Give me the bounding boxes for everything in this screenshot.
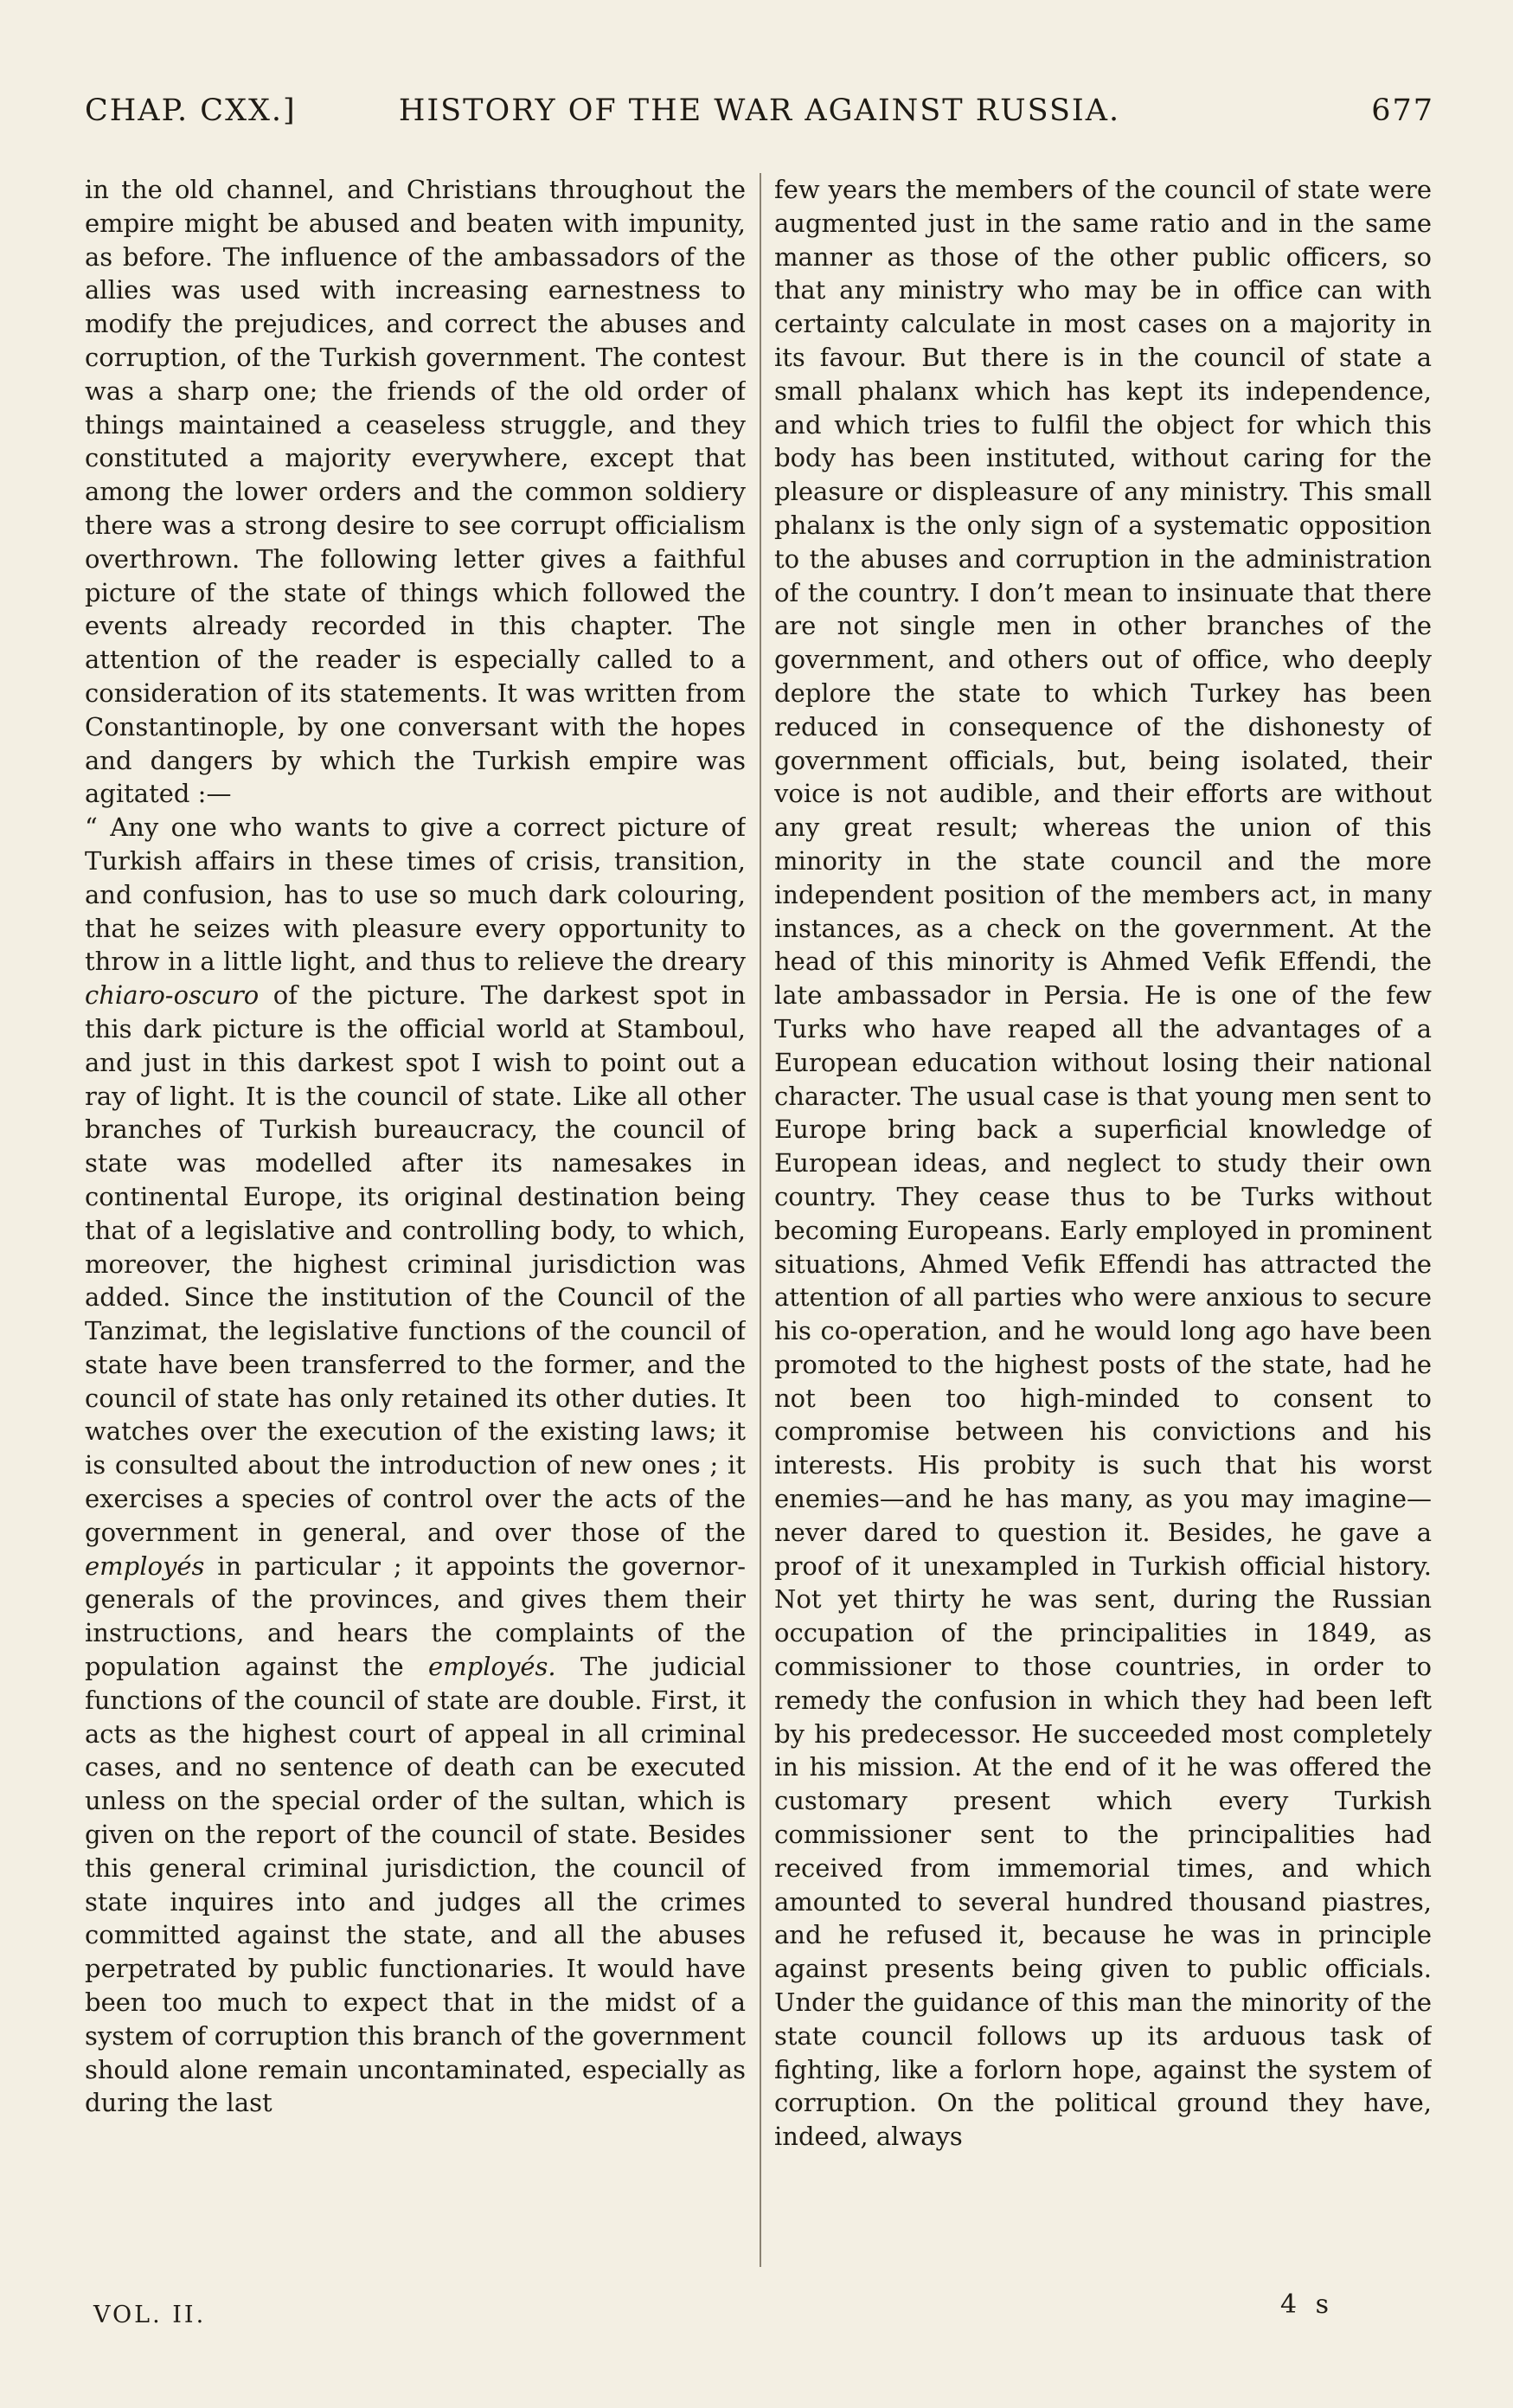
left-paragraph-intro: in the old channel, and Christians throughout the empire might be abused and beaten with impunity, as before. The influence of the ambassadors of the allies was used with increasing earnestness to modify the prejudices, and correct the abuses and corruption, of the Turkish government. The contest was a sharp one; the friends of the old order of things maintained a ceaseless struggle, and they constituted a majority everywhere, except that among the lower orders and the common soldiery there was a strong desire to see corrupt officialism overthrown. The following letter gives a faithful picture of the state of things which followed the events already recorded in this chapter. The attention of the reader is especially called to a consideration of its statements. It was written from Constantinople, by one conversant with the hopes and dangers by which the Turkish empire was agitated :— [85,175,746,809]
letter-text-a: “ Any one who wants to give a correct picture of Turkish affairs in these times of crisis, transition, and confusion, has to use so much dark colouring, that he seizes with pleasure every opportunity to throw in a little light, and thus to relieve the dreary [85,812,746,977]
letter-italic-employes: employés [85,1551,205,1581]
page-number: 677 [1371,93,1434,128]
letter-text-d: The judicial functions of the council of state are double. First, it acts as the highest court of appeal in all criminal cases, and no sentence of death can be executed unless on the special order of the sultan, which is given on the report of the council of state. Besides this general criminal jurisdiction, the council of state inquires into and judges all the crimes committed against the state, and all the abuses perpetrated by public functionaries. It would have been too much to expect that in the midst of a system of corruption this branch of the government should alone remain uncontaminated, especially as during the last [85,1652,746,2118]
letter-text-c: in particular ; it appoints the governor-generals of the provinces, and gives them their instructions, and hears the complaints of the population against the [85,1551,746,1682]
right-column [774,173,1432,2289]
chapter-label: CHAP. CXX.] [85,93,297,128]
left-column [85,173,746,2289]
running-header [85,93,1434,145]
column-divider [760,173,761,2267]
letter-italic-employes-2: employés. [427,1652,556,1682]
right-paragraph: few years the members of the council of state were augmented just in the same ratio and in the same manner as those of the other public officers, so that any ministry who may be in office can with certainty calculate in most cases on a majority in its favour. But there is in the council of state a small phalanx which has kept its independence, and which tries to fulfil the object for which this body has been instituted, without caring for the pleasure or displeasure of any ministry. This small phalanx is the only sign of a systematic opposition to the abuses and corruption in the administration of the country. I don’t mean to insinuate that there are not single men in other branches of the government, and others out of office, who deeply deplore the state to which Turkey has been reduced in consequence of the dishonesty of government officials, but, being isolated, their voice is not audible, and their efforts are without any great result; whereas the union of this minority in the state council and the more independent position of the members act, in many instances, as a check on the government. At the head of this minority is Ahmed Vefik Effendi, the late ambassador in Persia. He is one of the few Turks who have reaped all the advantages of a European education without losing their national character. The usual case is that young men sent to Europe bring back a superficial knowledge of European ideas, and neglect to study their own country. They cease thus to be Turks without becoming Europeans. Early employed in prominent situations, Ahmed Vefik Effendi has attracted the attention of all parties who were anxious to secure his co-operation, and he would long ago have been promoted to the highest posts of the state, had he not been too high-minded to consent to compromise between his convictions and his interests. His probity is such that his worst enemies—and he has many, as you may imagine—never dared to question it. Besides, he gave a proof of it unexampled in Turkish official history. Not yet thirty he was sent, during the Russian occupation of the principalities in 1849, as commissioner to those countries, in order to remedy the confusion in which they had been left by his predecessor. He succeeded most completely in his mission. At the end of it he was offered the customary present which every Turkish commissioner sent to the principalities had received from immemorial times, and which amounted to several hundred thousand piastres, and he refused it, because he was in principle against presents being given to public officials. Under the guidance of this man the minority of the state council follows up its arduous task of fighting, like a forlorn hope, against the system of corruption. On the political ground they have, indeed, always [774,175,1432,2152]
letter-text-b: of the picture. The darkest spot in this dark picture is the official world at Stamboul, and just in this darkest spot I wish to point out a ray of light. It is the council of state. Like all other branches of Turkish bureaucracy, the council of state was modelled after its namesakes in continental Europe, its original destination being that of a legislative and controlling body, to which, moreover, the highest criminal jurisdiction was added. Since the institution of the Council of the Tanzimat, the legislative functions of the council of state have been transferred to the former, and the council of state has only retained its other duties. It watches over the execution of the existing laws; it is consulted about the introduction of new ones ; it exercises a species of control over the acts of the government in general, and over those of the [85,980,746,1547]
letter-italic-term: chiaro-oscuro [85,980,260,1011]
running-title: HISTORY OF THE WAR AGAINST RUSSIA. [398,93,1121,128]
left-paragraph-letter [85,811,746,2120]
volume-label: VOL. II. [93,2302,207,2328]
signature-mark: 4 s [1280,2289,1335,2320]
